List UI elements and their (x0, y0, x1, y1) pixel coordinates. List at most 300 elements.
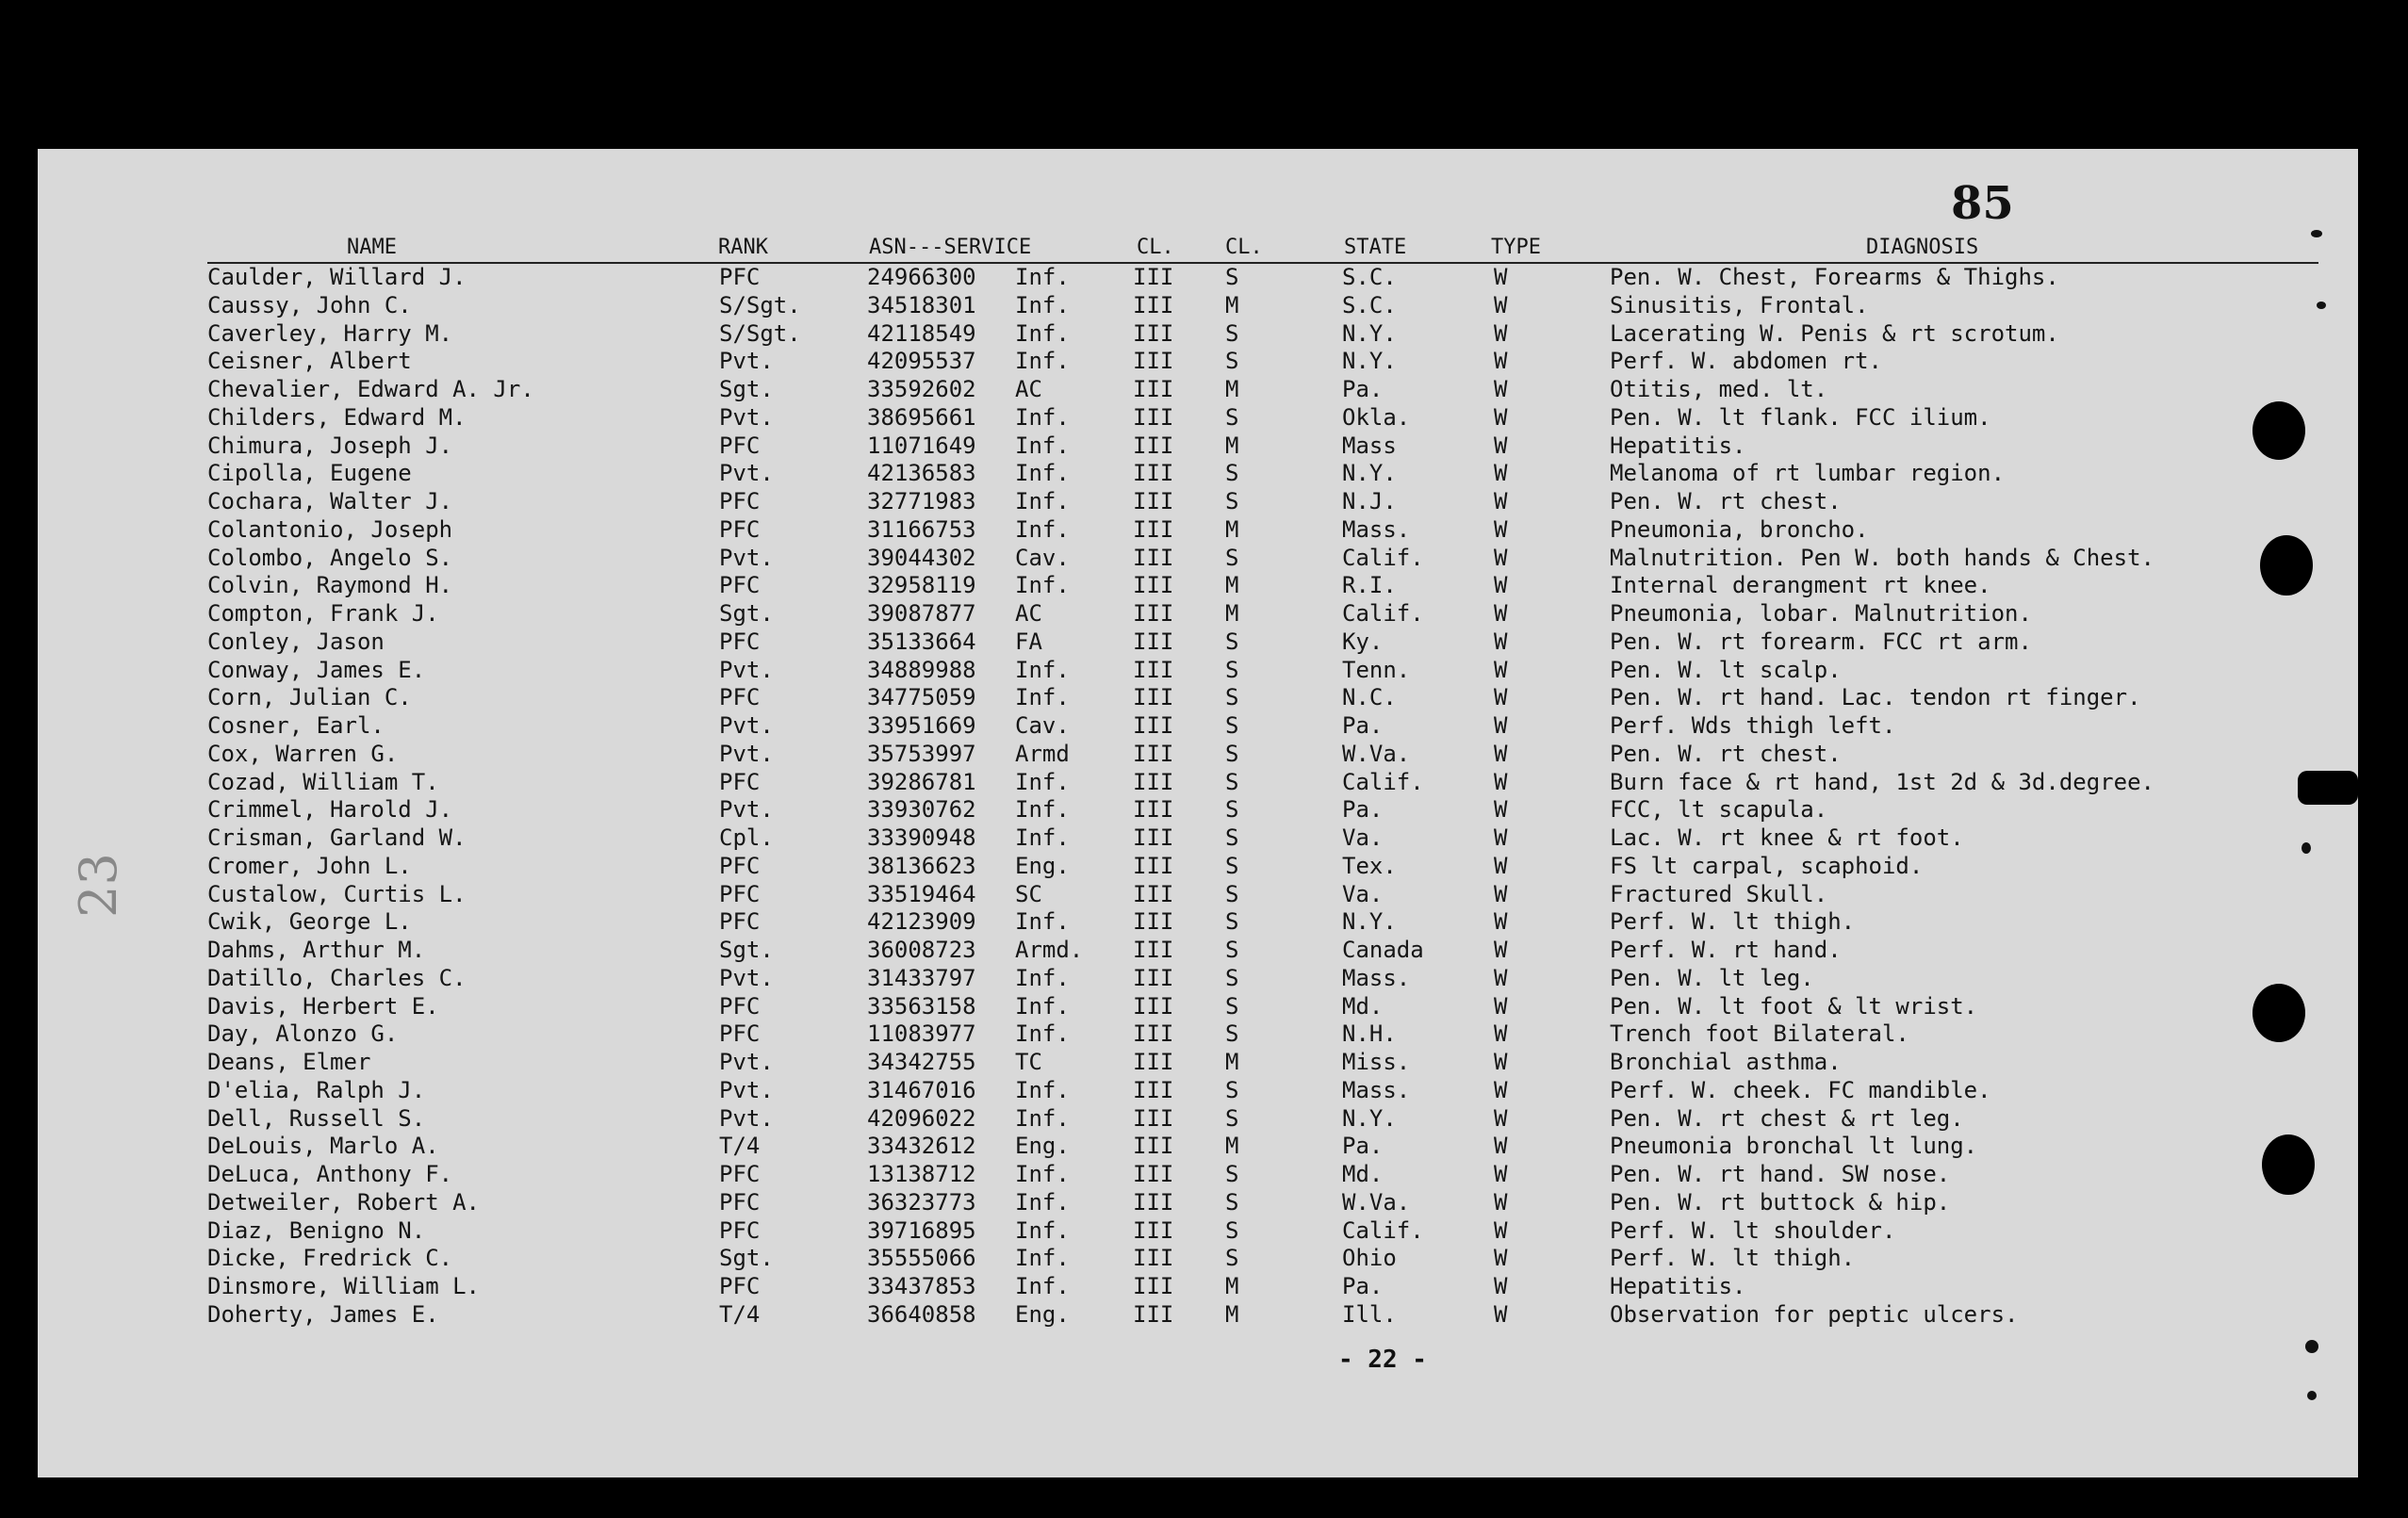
cell-cl2: S (1225, 824, 1239, 851)
cell-asn: 36008723 (867, 937, 976, 963)
cell-type: W (1494, 1076, 1508, 1103)
cell-state: Calif. (1342, 600, 1424, 627)
cell-asn: 42095537 (867, 348, 976, 375)
cell-cl2: M (1225, 1133, 1239, 1160)
cell-type: W (1494, 348, 1508, 375)
cell-service: Armd (1015, 740, 1070, 767)
cell-name: Dicke, Fredrick C. (207, 1245, 453, 1272)
cell-state: Md. (1342, 992, 1384, 1020)
speck (2305, 1340, 2318, 1353)
cell-asn: 38136623 (867, 852, 976, 879)
cell-rank: PFC (719, 515, 761, 543)
cell-type: W (1494, 1273, 1508, 1299)
cell-state: Va. (1342, 824, 1384, 851)
cell-service: Inf. (1015, 348, 1070, 375)
cell-type: W (1494, 1104, 1508, 1132)
cell-cl1: III (1133, 376, 1174, 402)
cell-state: N.C. (1342, 684, 1397, 711)
document-page (38, 149, 2358, 1477)
cell-cl1: III (1133, 712, 1174, 739)
cell-cl2: M (1225, 1049, 1239, 1075)
cell-name: Dinsmore, William L. (207, 1273, 480, 1299)
cell-service: Eng. (1015, 1300, 1070, 1328)
cell-state: Md. (1342, 1161, 1384, 1187)
cell-state: S.C. (1342, 264, 1397, 290)
cell-type: W (1494, 1188, 1508, 1216)
cell-diagnosis: Perf. W. rt hand. (1610, 937, 1842, 963)
cell-asn: 33390948 (867, 824, 976, 851)
cell-rank: Pvt. (719, 964, 774, 991)
cell-cl1: III (1133, 1133, 1174, 1160)
cell-cl2: S (1225, 348, 1239, 375)
cell-rank: PFC (719, 572, 761, 599)
header-cl1: CL. (1137, 236, 1174, 259)
cell-state: Ill. (1342, 1300, 1397, 1328)
speck (2311, 230, 2322, 237)
cell-state: R.I. (1342, 572, 1397, 599)
cell-name: Crimmel, Harold J. (207, 796, 453, 824)
cell-name: Caulder, Willard J. (207, 264, 467, 290)
cell-cl2: M (1225, 572, 1239, 599)
cell-diagnosis: Fractured Skull. (1610, 880, 1828, 907)
cell-asn: 38695661 (867, 403, 976, 431)
cell-cl1: III (1133, 1188, 1174, 1216)
cell-cl2: S (1225, 992, 1239, 1020)
cell-type: W (1494, 600, 1508, 627)
cell-asn: 39286781 (867, 768, 976, 795)
cell-state: Mass. (1342, 1076, 1411, 1103)
cell-name: Cipolla, Eugene (207, 460, 412, 487)
cell-diagnosis: Melanoma of rt lumbar region. (1610, 460, 2006, 487)
cell-service: AC (1015, 600, 1042, 627)
cell-name: Cwik, George L. (207, 908, 412, 936)
cell-cl1: III (1133, 572, 1174, 599)
cell-cl1: III (1133, 880, 1174, 907)
cell-service: Armd. (1015, 937, 1084, 963)
cell-service: Inf. (1015, 824, 1070, 851)
cell-state: Mass (1342, 432, 1397, 459)
page-number: 85 (1951, 177, 2014, 230)
cell-diagnosis: Pen. W. rt chest. (1610, 740, 1842, 767)
cell-cl1: III (1133, 1216, 1174, 1244)
cell-type: W (1494, 488, 1508, 514)
cell-rank: Pvt. (719, 544, 774, 571)
cell-name: DeLuca, Anthony F. (207, 1161, 453, 1187)
cell-state: Mass. (1342, 515, 1411, 543)
cell-state: Pa. (1342, 712, 1384, 739)
cell-cl2: M (1225, 1273, 1239, 1299)
cell-name: Day, Alonzo G. (207, 1020, 399, 1048)
cell-service: Inf. (1015, 1216, 1070, 1244)
cell-type: W (1494, 740, 1508, 767)
cell-cl1: III (1133, 768, 1174, 795)
cell-cl1: III (1133, 432, 1174, 459)
cell-name: Conway, James E. (207, 656, 426, 683)
cell-diagnosis: Pen. W. rt chest. (1610, 488, 1842, 514)
cell-service: Inf. (1015, 1161, 1070, 1187)
cell-asn: 36640858 (867, 1300, 976, 1328)
cell-cl1: III (1133, 824, 1174, 851)
cell-diagnosis: Malnutrition. Pen W. both hands & Chest. (1610, 544, 2154, 571)
cell-type: W (1494, 1216, 1508, 1244)
cell-diagnosis: Hepatitis. (1610, 1273, 1746, 1299)
cell-state: N.Y. (1342, 319, 1397, 347)
cell-rank: S/Sgt. (719, 319, 801, 347)
cell-cl1: III (1133, 348, 1174, 375)
cell-service: Inf. (1015, 656, 1070, 683)
cell-rank: Pvt. (719, 1049, 774, 1075)
cell-service: Eng. (1015, 852, 1070, 879)
cell-rank: Sgt. (719, 1245, 774, 1272)
cell-type: W (1494, 852, 1508, 879)
cell-asn: 11071649 (867, 432, 976, 459)
cell-asn: 13138712 (867, 1161, 976, 1187)
cell-state: Pa. (1342, 376, 1384, 402)
cell-name: Custalow, Curtis L. (207, 880, 467, 907)
cell-state: Tex. (1342, 852, 1397, 879)
header-cl2: CL. (1225, 236, 1263, 259)
cell-cl1: III (1133, 1245, 1174, 1272)
cell-cl1: III (1133, 488, 1174, 514)
cell-rank: PFC (719, 1273, 761, 1299)
cell-asn: 39044302 (867, 544, 976, 571)
cell-service: Inf. (1015, 796, 1070, 824)
cell-type: W (1494, 1020, 1508, 1048)
cell-name: Colantonio, Joseph (207, 515, 453, 543)
cell-cl1: III (1133, 1076, 1174, 1103)
cell-cl2: S (1225, 712, 1239, 739)
cell-rank: Pvt. (719, 740, 774, 767)
cell-diagnosis: Pneumonia, broncho. (1610, 515, 1869, 543)
cell-asn: 33951669 (867, 712, 976, 739)
cell-rank: Sgt. (719, 937, 774, 963)
cell-rank: Pvt. (719, 656, 774, 683)
cell-diagnosis: Pen. W. lt flank. FCC ilium. (1610, 403, 1991, 431)
cell-name: Dahms, Arthur M. (207, 937, 426, 963)
cell-type: W (1494, 937, 1508, 963)
cell-cl1: III (1133, 460, 1174, 487)
cell-cl2: M (1225, 600, 1239, 627)
cell-asn: 34889988 (867, 656, 976, 683)
speck (2302, 842, 2311, 854)
cell-diagnosis: Burn face & rt hand, 1st 2d & 3d.degree. (1610, 768, 2154, 795)
cell-rank: Cpl. (719, 824, 774, 851)
cell-type: W (1494, 992, 1508, 1020)
header-state: STATE (1344, 236, 1407, 259)
cell-service: Inf. (1015, 515, 1070, 543)
cell-name: Caverley, Harry M. (207, 319, 453, 347)
cell-diagnosis: Pen. W. Chest, Forearms & Thighs. (1610, 264, 2059, 290)
cell-state: N.H. (1342, 1020, 1397, 1048)
punch-hole (2252, 401, 2305, 460)
cell-name: Cosner, Earl. (207, 712, 385, 739)
cell-name: Datillo, Charles C. (207, 964, 467, 991)
cell-cl2: S (1225, 656, 1239, 683)
cell-asn: 42096022 (867, 1104, 976, 1132)
cell-cl2: S (1225, 880, 1239, 907)
cell-cl2: S (1225, 319, 1239, 347)
cell-cl1: III (1133, 291, 1174, 318)
cell-service: Inf. (1015, 964, 1070, 991)
cell-state: Mass. (1342, 964, 1411, 991)
cell-cl2: M (1225, 376, 1239, 402)
cell-name: Davis, Herbert E. (207, 992, 439, 1020)
cell-state: N.Y. (1342, 908, 1397, 936)
cell-cl1: III (1133, 1161, 1174, 1187)
cell-service: Inf. (1015, 460, 1070, 487)
cell-name: Chimura, Joseph J. (207, 432, 453, 459)
cell-diagnosis: Perf. W. abdomen rt. (1610, 348, 1882, 375)
cell-name: Diaz, Benigno N. (207, 1216, 426, 1244)
cell-asn: 34518301 (867, 291, 976, 318)
cell-service: Eng. (1015, 1133, 1070, 1160)
cell-name: D'elia, Ralph J. (207, 1076, 426, 1103)
header-diagnosis: DIAGNOSIS (1866, 236, 1979, 259)
cell-rank: PFC (719, 628, 761, 655)
cell-cl1: III (1133, 600, 1174, 627)
punch-hole (2260, 535, 2313, 596)
cell-service: Inf. (1015, 1076, 1070, 1103)
cell-cl2: S (1225, 768, 1239, 795)
cell-service: Inf. (1015, 264, 1070, 290)
cell-diagnosis: Lacerating W. Penis & rt scrotum. (1610, 319, 2059, 347)
cell-type: W (1494, 684, 1508, 711)
cell-state: Calif. (1342, 544, 1424, 571)
cell-rank: PFC (719, 852, 761, 879)
cell-asn: 11083977 (867, 1020, 976, 1048)
header-name: NAME (347, 236, 397, 259)
cell-diagnosis: Trench foot Bilateral. (1610, 1020, 1909, 1048)
cell-service: Inf. (1015, 1188, 1070, 1216)
cell-state: W.Va. (1342, 740, 1411, 767)
binding-clip (2298, 771, 2358, 805)
cell-cl2: M (1225, 515, 1239, 543)
cell-state: Ohio (1342, 1245, 1397, 1272)
cell-cl1: III (1133, 403, 1174, 431)
cell-type: W (1494, 572, 1508, 599)
cell-diagnosis: Pen. W. rt hand. Lac. tendon rt finger. (1610, 684, 2141, 711)
cell-service: Inf. (1015, 488, 1070, 514)
header-asn-service: ASN---SERVICE (869, 236, 1032, 259)
cell-diagnosis: Perf. W. cheek. FC mandible. (1610, 1076, 1991, 1103)
cell-diagnosis: Pneumonia bronchal lt lung. (1610, 1133, 1978, 1160)
cell-diagnosis: Perf. W. lt thigh. (1610, 1245, 1856, 1272)
cell-cl2: S (1225, 1076, 1239, 1103)
cell-asn: 32771983 (867, 488, 976, 514)
cell-type: W (1494, 264, 1508, 290)
cell-cl2: S (1225, 264, 1239, 290)
cell-asn: 35555066 (867, 1245, 976, 1272)
cell-type: W (1494, 544, 1508, 571)
cell-service: Inf. (1015, 319, 1070, 347)
cell-state: Okla. (1342, 403, 1411, 431)
cell-cl2: S (1225, 460, 1239, 487)
cell-asn: 39716895 (867, 1216, 976, 1244)
cell-rank: PFC (719, 1020, 761, 1048)
cell-name: Childers, Edward M. (207, 403, 467, 431)
cell-cl2: S (1225, 964, 1239, 991)
cell-service: Inf. (1015, 1104, 1070, 1132)
cell-name: DeLouis, Marlo A. (207, 1133, 439, 1160)
cell-cl1: III (1133, 740, 1174, 767)
cell-cl1: III (1133, 1104, 1174, 1132)
cell-name: Deans, Elmer (207, 1049, 371, 1075)
cell-service: FA (1015, 628, 1042, 655)
cell-type: W (1494, 824, 1508, 851)
cell-cl2: M (1225, 432, 1239, 459)
cell-rank: Pvt. (719, 460, 774, 487)
punch-hole (2252, 984, 2305, 1042)
cell-asn: 31467016 (867, 1076, 976, 1103)
cell-cl1: III (1133, 796, 1174, 824)
cell-cl2: S (1225, 1161, 1239, 1187)
header-rank: RANK (718, 236, 768, 259)
cell-cl2: S (1225, 1020, 1239, 1048)
cell-type: W (1494, 376, 1508, 402)
cell-state: Ky. (1342, 628, 1384, 655)
cell-state: Pa. (1342, 1133, 1384, 1160)
cell-service: Inf. (1015, 684, 1070, 711)
cell-state: Canada (1342, 937, 1424, 963)
cell-diagnosis: FS lt carpal, scaphoid. (1610, 852, 1924, 879)
cell-rank: Sgt. (719, 376, 774, 402)
cell-type: W (1494, 460, 1508, 487)
cell-type: W (1494, 515, 1508, 543)
cell-cl1: III (1133, 992, 1174, 1020)
cell-name: Doherty, James E. (207, 1300, 439, 1328)
cell-diagnosis: Perf. W. lt thigh. (1610, 908, 1856, 936)
cell-cl1: III (1133, 1020, 1174, 1048)
cell-diagnosis: Pen. W. lt foot & lt wrist. (1610, 992, 1978, 1020)
cell-cl2: S (1225, 544, 1239, 571)
cell-asn: 35753997 (867, 740, 976, 767)
cell-cl1: III (1133, 1300, 1174, 1328)
cell-diagnosis: Sinusitis, Frontal. (1610, 291, 1869, 318)
cell-type: W (1494, 964, 1508, 991)
cell-rank: T/4 (719, 1300, 761, 1328)
cell-name: Corn, Julian C. (207, 684, 412, 711)
header-type: TYPE (1491, 236, 1541, 259)
cell-cl1: III (1133, 544, 1174, 571)
cell-type: W (1494, 1133, 1508, 1160)
cell-rank: Pvt. (719, 403, 774, 431)
cell-state: N.Y. (1342, 348, 1397, 375)
cell-name: Cozad, William T. (207, 768, 439, 795)
cell-rank: S/Sgt. (719, 291, 801, 318)
cell-rank: T/4 (719, 1133, 761, 1160)
cell-name: Ceisner, Albert (207, 348, 412, 375)
cell-asn: 33519464 (867, 880, 976, 907)
cell-rank: PFC (719, 1216, 761, 1244)
cell-cl2: S (1225, 796, 1239, 824)
cell-state: Pa. (1342, 796, 1384, 824)
cell-cl2: M (1225, 291, 1239, 318)
cell-asn: 31166753 (867, 515, 976, 543)
cell-state: W.Va. (1342, 1188, 1411, 1216)
cell-rank: Pvt. (719, 1104, 774, 1132)
cell-asn: 33592602 (867, 376, 976, 402)
cell-asn: 35133664 (867, 628, 976, 655)
cell-state: Va. (1342, 880, 1384, 907)
cell-rank: Pvt. (719, 796, 774, 824)
cell-cl2: S (1225, 937, 1239, 963)
cell-diagnosis: Observation for peptic ulcers. (1610, 1300, 2019, 1328)
cell-cl1: III (1133, 684, 1174, 711)
cell-rank: PFC (719, 488, 761, 514)
cell-cl2: S (1225, 628, 1239, 655)
cell-service: Inf. (1015, 1273, 1070, 1299)
cell-state: Pa. (1342, 1273, 1384, 1299)
cell-cl2: S (1225, 1245, 1239, 1272)
cell-service: Inf. (1015, 403, 1070, 431)
cell-state: Calif. (1342, 1216, 1424, 1244)
cell-type: W (1494, 1049, 1508, 1075)
cell-service: Inf. (1015, 992, 1070, 1020)
cell-type: W (1494, 908, 1508, 936)
cell-cl1: III (1133, 908, 1174, 936)
cell-type: W (1494, 628, 1508, 655)
cell-asn: 36323773 (867, 1188, 976, 1216)
cell-diagnosis: Pen. W. lt scalp. (1610, 656, 1842, 683)
cell-diagnosis: Pen. W. rt chest & rt leg. (1610, 1104, 1964, 1132)
cell-diagnosis: FCC, lt scapula. (1610, 796, 1828, 824)
cell-type: W (1494, 1161, 1508, 1187)
cell-rank: PFC (719, 264, 761, 290)
cell-rank: Pvt. (719, 712, 774, 739)
cell-service: Inf. (1015, 768, 1070, 795)
cell-asn: 33432612 (867, 1133, 976, 1160)
cell-type: W (1494, 1245, 1508, 1272)
cell-cl1: III (1133, 656, 1174, 683)
cell-service: Cav. (1015, 712, 1070, 739)
cell-type: W (1494, 656, 1508, 683)
cell-rank: PFC (719, 880, 761, 907)
cell-diagnosis: Perf. Wds thigh left. (1610, 712, 1896, 739)
cell-rank: PFC (719, 768, 761, 795)
speck (2307, 1391, 2317, 1400)
cell-diagnosis: Perf. W. lt shoulder. (1610, 1216, 1896, 1244)
cell-cl1: III (1133, 515, 1174, 543)
cell-cl1: III (1133, 1049, 1174, 1075)
cell-service: Cav. (1015, 544, 1070, 571)
cell-diagnosis: Bronchial asthma. (1610, 1049, 1842, 1075)
cell-type: W (1494, 403, 1508, 431)
cell-name: Conley, Jason (207, 628, 385, 655)
cell-name: Detweiler, Robert A. (207, 1188, 480, 1216)
cell-diagnosis: Hepatitis. (1610, 432, 1746, 459)
cell-cl1: III (1133, 264, 1174, 290)
cell-name: Cromer, John L. (207, 852, 412, 879)
cell-rank: Sgt. (719, 600, 774, 627)
cell-rank: Pvt. (719, 1076, 774, 1103)
cell-service: Inf. (1015, 572, 1070, 599)
cell-cl1: III (1133, 852, 1174, 879)
cell-name: Caussy, John C. (207, 291, 412, 318)
cell-name: Dell, Russell S. (207, 1104, 426, 1132)
cell-cl2: S (1225, 908, 1239, 936)
cell-type: W (1494, 880, 1508, 907)
cell-type: W (1494, 712, 1508, 739)
cell-diagnosis: Pneumonia, lobar. Malnutrition. (1610, 600, 2032, 627)
cell-cl2: S (1225, 403, 1239, 431)
cell-type: W (1494, 1300, 1508, 1328)
cell-service: AC (1015, 376, 1042, 402)
cell-name: Cox, Warren G. (207, 740, 399, 767)
cell-service: Inf. (1015, 908, 1070, 936)
cell-state: Miss. (1342, 1049, 1411, 1075)
cell-cl2: M (1225, 1300, 1239, 1328)
cell-service: TC (1015, 1049, 1042, 1075)
